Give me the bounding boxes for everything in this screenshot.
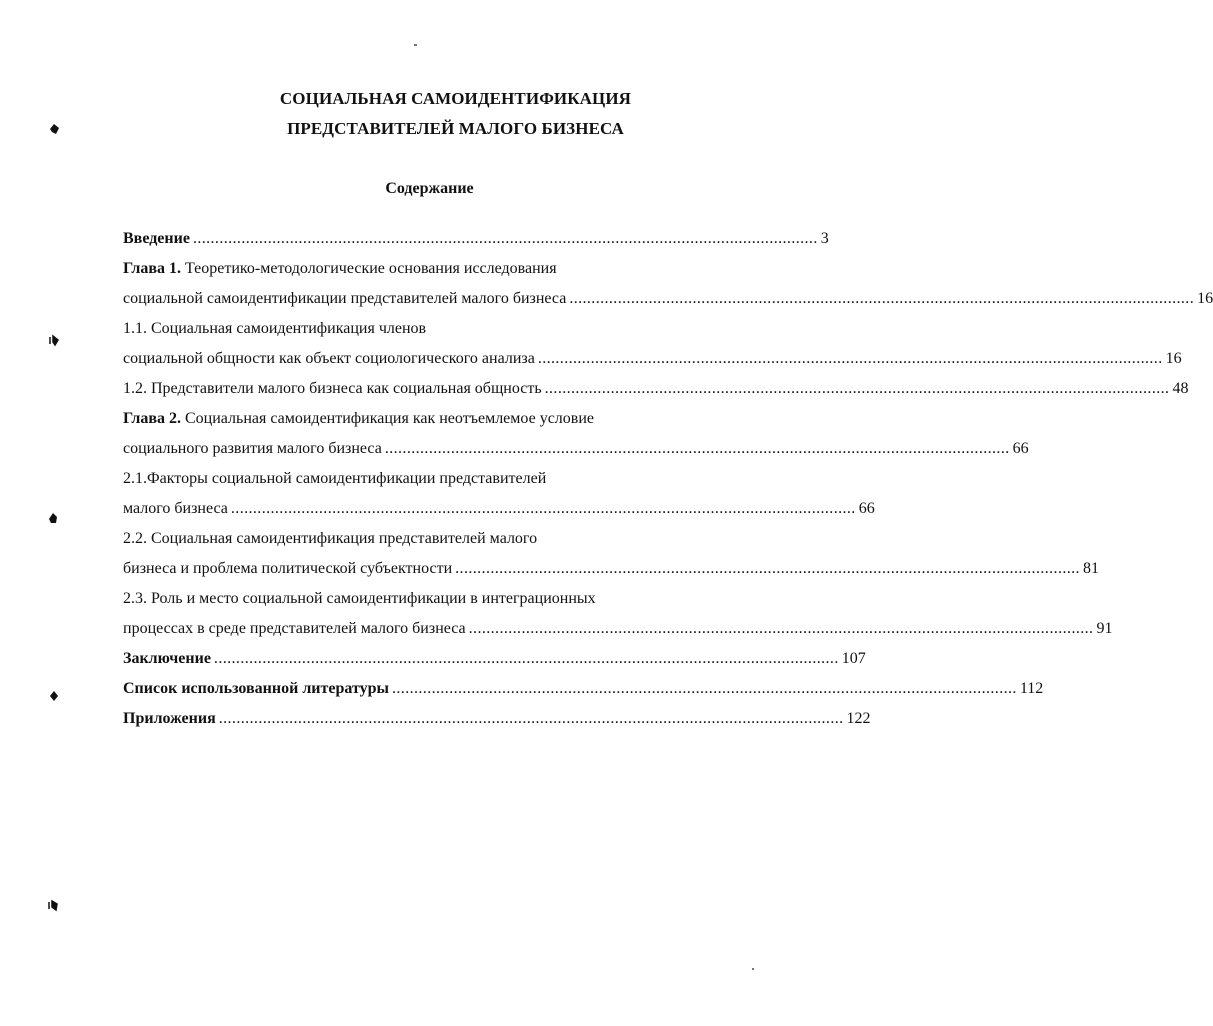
- toc-leader-dots: ..............................................................................................................................................: [544, 380, 1170, 397]
- toc-s21-page: 66: [858, 500, 875, 517]
- toc-entry-s11-line2: [123, 348, 1182, 370]
- toc-entry-s22-line1: [123, 528, 537, 550]
- toc-leader-dots: ..............................................................................................................................................: [384, 440, 1010, 457]
- title-line-2: ПРЕДСТАВИТЕЛЕЙ МАЛОГО БИЗНЕСА: [287, 119, 624, 138]
- toc-leader-dots: ..............................................................................................................................................: [537, 350, 1163, 367]
- toc-s23-title-cont: процессах в среде представителей малого бизнеса: [123, 620, 466, 637]
- toc-entry-s23-line1: [123, 588, 596, 610]
- toc-conclusion-label: Заключение: [123, 650, 211, 667]
- toc-intro-label: Введение: [123, 230, 190, 247]
- toc-appendix-label: Приложения: [123, 710, 216, 727]
- toc-s22-title-cont: бизнеса и проблема политической субъектности: [123, 560, 453, 577]
- toc-s23-title: 2.3. Роль и место социальной самоидентификации в интеграционных: [123, 590, 596, 607]
- toc-leader-dots: ..............................................................................................................................................: [230, 500, 856, 517]
- toc-s12-page: 48: [1172, 380, 1189, 397]
- toc-s12-title: 1.2. Представители малого бизнеса как социальная общность: [123, 380, 542, 397]
- toc-intro-page: 3: [820, 230, 829, 247]
- toc-s11-page: 16: [1165, 350, 1182, 367]
- toc-entry-s11-line1: [123, 318, 426, 340]
- punch-hole-mark-icon: [47, 512, 59, 524]
- toc-references-label: Список использованной литературы: [123, 680, 389, 697]
- toc-leader-dots: ..............................................................................................................................................: [192, 230, 818, 247]
- toc-s22-page: 81: [1082, 560, 1099, 577]
- toc-leader-dots: ..............................................................................................................................................: [569, 290, 1195, 307]
- toc-entry-s23-line2: [123, 618, 1113, 640]
- toc-ch1-prefix: Глава 1.: [123, 260, 181, 277]
- toc-leader-dots: ..............................................................................................................................................: [468, 620, 1094, 637]
- toc-appendix-page: 122: [846, 710, 871, 727]
- scan-speck: [414, 44, 417, 46]
- punch-hole-mark-icon: [47, 690, 59, 702]
- toc-s22-title: 2.2. Социальная самоидентификация представителей малого: [123, 530, 538, 547]
- title-line-1: СОЦИАЛЬНАЯ САМОИДЕНТИФИКАЦИЯ: [279, 89, 632, 108]
- toc-ch2-title-cont: социального развития малого бизнеса: [123, 440, 382, 457]
- toc-entry-appendix: [123, 708, 871, 730]
- toc-entry-s21-line1: [123, 468, 546, 490]
- toc-ch2-page: 66: [1012, 440, 1029, 457]
- toc-ch1-title-cont: социальной самоидентификации представителей малого бизнеса: [123, 290, 567, 307]
- toc-ch2-title: Социальная самоидентификация как неотъемлемое условие: [185, 410, 594, 427]
- punch-hole-mark-icon: [48, 123, 60, 135]
- toc-leader-dots: ..............................................................................................................................................: [392, 680, 1017, 697]
- toc-entry-conclusion: [123, 648, 866, 670]
- scan-speck: [752, 968, 754, 970]
- toc-entry-s21-line2: [123, 498, 875, 520]
- toc-entry-ch2-line1: [123, 408, 594, 430]
- toc-entry-s12: [123, 378, 1189, 400]
- toc-entry-intro: [123, 228, 829, 250]
- toc-s21-title: 2.1.Факторы социальной самоидентификации представителей: [123, 470, 547, 487]
- punch-hole-mark-icon: [47, 899, 59, 911]
- punch-hole-mark-icon: [48, 334, 60, 346]
- toc-entry-s22-line2: [123, 558, 1099, 580]
- toc-ch1-page: 16: [1197, 290, 1213, 307]
- toc-ch2-prefix: Глава 2.: [123, 410, 181, 427]
- toc-s11-title-cont: социальной общности как объект социологического анализа: [123, 350, 535, 367]
- toc-entry-ch2-line2: [123, 438, 1029, 460]
- contents-heading: Содержание: [385, 180, 474, 197]
- toc-entry-ch1-line2: [123, 288, 1213, 310]
- toc-entry-ch1-line1: [123, 258, 557, 280]
- toc-leader-dots: ..............................................................................................................................................: [213, 650, 839, 667]
- toc-s11-title: 1.1. Социальная самоидентификация членов: [123, 320, 427, 337]
- toc-leader-dots: ..............................................................................................................................................: [455, 560, 1080, 577]
- toc-entry-references: [123, 678, 1044, 700]
- toc-s23-page: 91: [1096, 620, 1113, 637]
- toc-ch1-title: Теоретико-методологические основания исследования: [185, 260, 557, 277]
- toc-leader-dots: ..............................................................................................................................................: [218, 710, 844, 727]
- toc-s21-title-cont: малого бизнеса: [123, 500, 228, 517]
- toc-references-page: 112: [1019, 680, 1044, 697]
- toc-conclusion-page: 107: [841, 650, 866, 667]
